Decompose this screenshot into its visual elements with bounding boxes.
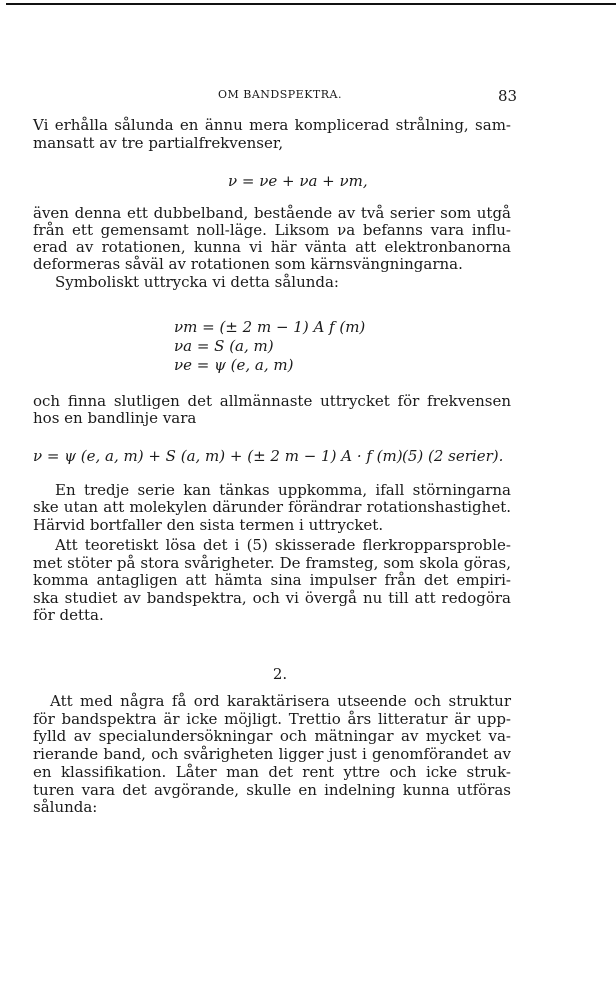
top-rule	[6, 3, 616, 5]
equation-line: νm = (± 2 m − 1) A f (m)	[174, 318, 366, 336]
text-line: ske utan att molekylen därunder förändrar rotationshastighet.	[33, 498, 511, 516]
main-equation: ν = ψ (e, a, m) + S (a, m) + (± 2 m − 1) A · f (m)	[33, 447, 403, 465]
text-line: Vi erhålla sålunda en ännu mera komplicerad strålning, sam-	[33, 116, 511, 134]
text-line: mansatt av tre partialfrekvenser,	[33, 134, 284, 152]
equation-line: νa = S (a, m)	[174, 337, 274, 355]
text-line: erad av rotationen, kunna vi här vänta att elektronbanorna	[33, 238, 511, 256]
text-line: turen vara det avgörande, skulle en indelning kunna utföras	[33, 781, 511, 799]
text-line: fylld av specialundersökningar och mätningar av mycket va-	[33, 727, 511, 745]
text-line: även denna ett dubbelband, bestående av två serier som utgå	[33, 204, 511, 222]
equation-line: νe = ψ (e, a, m)	[174, 356, 294, 374]
text-line: en klassifikation. Låter man det rent yttre och icke struk-	[33, 763, 511, 781]
text-line: ska studiet av bandspektra, och vi övergå nu till att redogöra	[33, 589, 511, 607]
text-line: Symboliskt uttrycka vi detta sålunda:	[55, 273, 339, 291]
text-line: hos en bandlinje vara	[33, 409, 197, 427]
running-head: OM BANDSPEKTRA.	[218, 88, 342, 101]
text-line: deformeras såväl av rotationen som kärnsvängningarna.	[33, 255, 463, 273]
section-number: 2.	[272, 665, 288, 683]
text-line: En tredje serie kan tänkas uppkomma, ifall störningarna	[55, 481, 511, 499]
text-line: sålunda:	[33, 798, 98, 816]
text-line: komma antagligen att hämta sina impulser från det empiri-	[33, 571, 511, 589]
text-line: för bandspektra är icke möjligt. Trettio års litteratur är upp-	[33, 710, 511, 728]
text-line: och finna slutligen det allmännaste uttrycket för frekvensen	[33, 392, 511, 410]
text-line: rierande band, och svårigheten ligger just i genomförandet av	[33, 745, 511, 763]
equation-label: (5) (2 serier).	[402, 447, 504, 465]
equation: ν = νe + νa + νm,	[228, 172, 368, 190]
text-line: Att teoretiskt lösa det i (5) skisserade flerkropparsproble-	[55, 536, 511, 554]
text-line: från ett gemensamt noll-läge. Liksom νa befanns vara influ-	[33, 221, 511, 239]
text-line: Härvid bortfaller den sista termen i uttrycket.	[33, 516, 384, 534]
page-number: 83	[498, 87, 518, 105]
text-line: Att med några få ord karaktärisera utseende och struktur	[50, 692, 511, 710]
text-line: met stöter på stora svårigheter. De framsteg, som skola göras,	[33, 554, 511, 572]
text-line: för detta.	[33, 606, 104, 624]
